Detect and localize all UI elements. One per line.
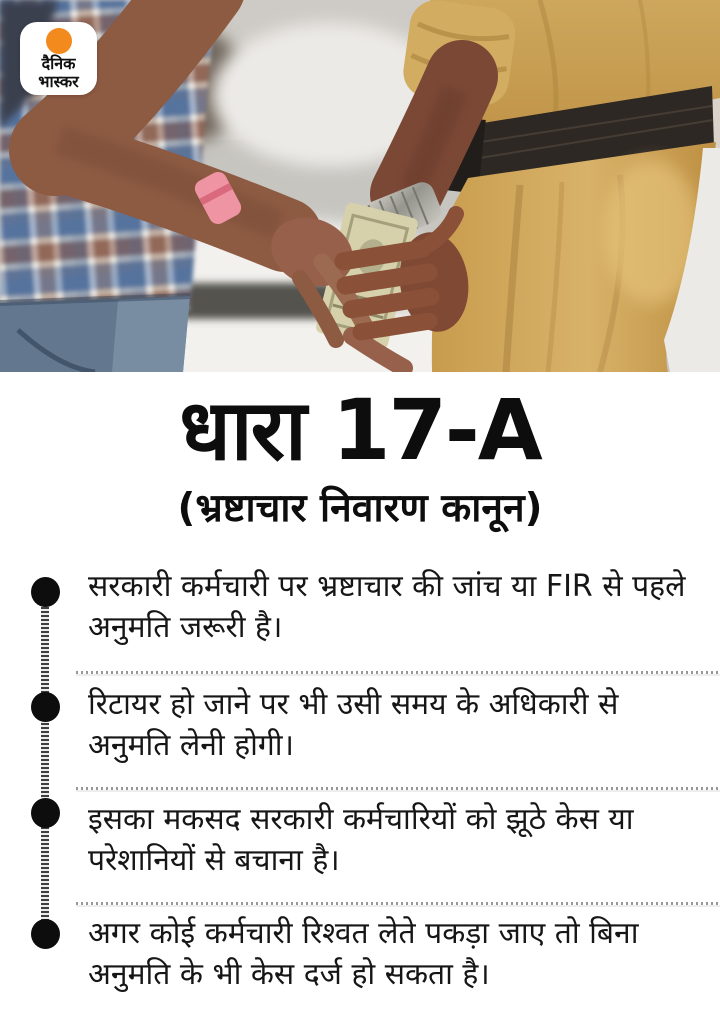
logo-text-line2: भास्कर	[38, 72, 79, 91]
logo-text-line1: दैनिक	[41, 54, 76, 73]
dotted-separator	[76, 671, 720, 674]
point-text-2: रिटायर हो जाने पर भी उसी समय के अधिकारी से अनुमति लेनी होगी।	[88, 687, 619, 763]
bullet-dot	[31, 692, 60, 722]
bribe-handover-photo	[0, 0, 720, 372]
dotted-separator	[76, 902, 720, 905]
bullet-connector-line	[41, 591, 49, 934]
sun-icon	[46, 28, 72, 54]
photo-illustration	[0, 0, 720, 372]
page-title: धारा 17-A	[179, 381, 541, 479]
dainik-bhaskar-logo	[20, 22, 97, 95]
bullet-dot	[31, 919, 60, 949]
bullet-dot	[31, 798, 60, 828]
point-text-3: इसका मकसद सरकारी कर्मचारियों को झूठे केस या परेशानियों से बचाना है।	[88, 802, 634, 878]
bullet-dot	[31, 577, 60, 607]
page-subtitle: (भ्रष्टाचार निवारण कानून)	[177, 486, 543, 531]
point-text-1: सरकारी कर्मचारी पर भ्रष्टाचार की जांच या FIR से पहले अनुमति जरूरी है।	[88, 569, 686, 645]
point-text-4: अगर कोई कर्मचारी रिश्वत लेते पकड़ा जाए तो बिना अनुमति के भी केस दर्ज हो सकता है।	[88, 916, 639, 992]
dotted-separator	[76, 787, 720, 790]
